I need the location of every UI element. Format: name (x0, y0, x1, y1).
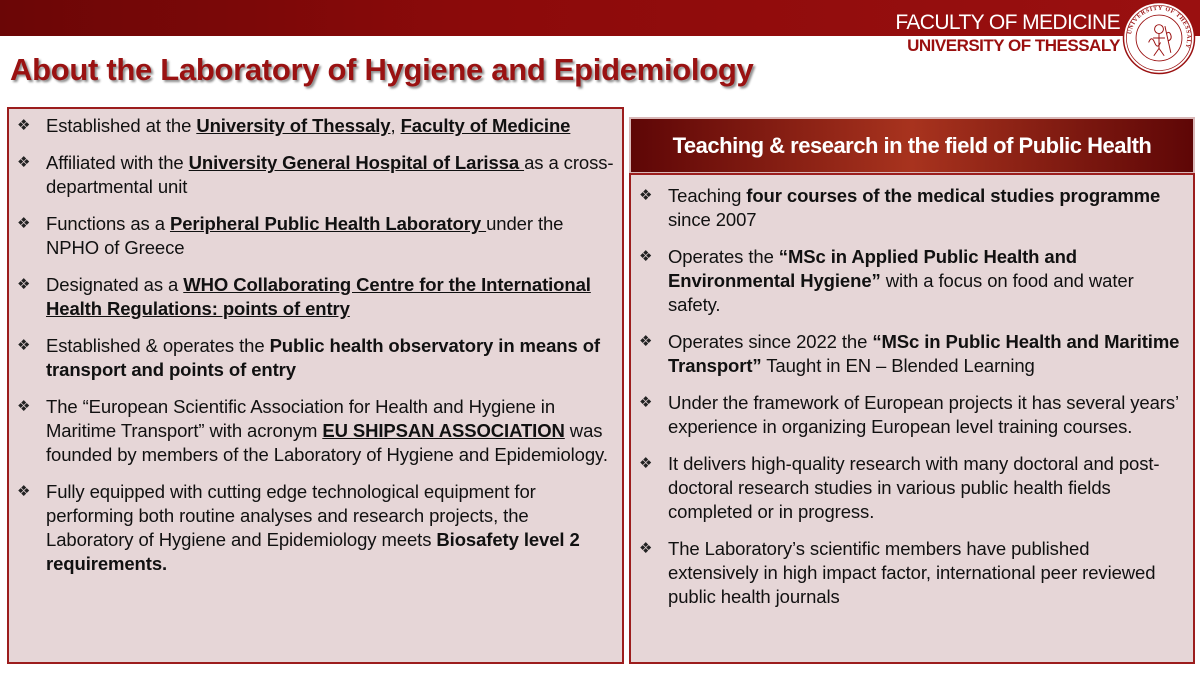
diamond-bullet-icon: ❖ (17, 337, 31, 354)
diamond-bullet-icon: ❖ (639, 333, 653, 350)
page-title: About the Laboratory of Hygiene and Epidemiology (10, 52, 754, 87)
list-item: ❖ The “European Scientific Association for Health and Hygiene in Maritime Transport” with acronym EU SHIPSAN ASSOCIATION was founded by members of the Laboratory of Hygiene and Epidemiology. (17, 396, 608, 465)
list-item: ❖ Functions as a Peripheral Public Health Laboratory under the NPHO of Greece (17, 213, 564, 258)
seal-text: UNIVERSITY OF THESSALY (1127, 5, 1192, 50)
hospital-name: University General Hospital of Larissa (188, 152, 525, 173)
diamond-bullet-icon: ❖ (17, 215, 31, 232)
teaching-research-list (631, 175, 1193, 609)
lab-overview-panel (7, 107, 624, 664)
list-item: ❖ Teaching four courses of the medical studies programme since 2007 (639, 185, 1161, 230)
teaching-research-panel (629, 173, 1195, 664)
who-centre: WHO Collaborating Centre for the International Health Regulations: points of entry (46, 274, 591, 319)
list-item: ❖ Established & operates the Public health observatory in means of transport and points of entry (17, 335, 600, 380)
lab-overview-list (9, 109, 622, 576)
list-item: ❖ Affiliated with the University General Hospital of Larissa as a cross-departmental unit (17, 152, 614, 197)
diamond-bullet-icon: ❖ (639, 187, 653, 204)
list-item: ❖ Operates the “MSc in Applied Public Health and Environmental Hygiene” with a focus on food and water safety. (639, 246, 1134, 315)
list-item: ❖ Operates since 2022 the “MSc in Public Health and Maritime Transport” Taught in EN – Blended Learning (639, 331, 1180, 376)
diamond-bullet-icon: ❖ (639, 394, 653, 411)
diamond-bullet-icon: ❖ (17, 398, 31, 415)
teaching-research-header: Teaching & research in the field of Public Health (629, 117, 1195, 174)
diamond-bullet-icon: ❖ (17, 483, 31, 500)
diamond-bullet-icon: ❖ (17, 154, 31, 171)
diamond-bullet-icon: ❖ (639, 540, 653, 557)
faculty-name: FACULTY OF MEDICINE (895, 11, 1120, 34)
university-seal-icon (1122, 1, 1196, 75)
diamond-bullet-icon: ❖ (639, 248, 653, 265)
list-item: ❖ Under the framework of European projects it has several years’ experience in organizing European level training courses. (639, 392, 1179, 437)
biosafety-level: Biosafety level 2 requirements. (46, 529, 580, 574)
association-acronym: EU SHIPSAN ASSOCIATION (322, 420, 565, 441)
list-item: ❖ The Laboratory’s scientific members have published extensively in high impact factor, international peer reviewed public health journals (639, 538, 1156, 607)
observatory-name: Public health observatory in means of transport and points of entry (46, 335, 600, 380)
university-link: University of Thessaly (196, 115, 391, 136)
diamond-bullet-icon: ❖ (639, 455, 653, 472)
list-item: ❖ Established at the University of Thessaly, Faculty of Medicine (17, 115, 571, 136)
list-item: ❖ It delivers high-quality research with many doctoral and post-doctoral research studies in various public health fields completed or in progress. (639, 453, 1160, 522)
diamond-bullet-icon: ❖ (17, 276, 31, 293)
laboratory-role: Peripheral Public Health Laboratory (169, 213, 487, 234)
diamond-bullet-icon: ❖ (17, 117, 31, 134)
faculty-link: Faculty of Medicine (400, 115, 571, 136)
list-item: ❖ Designated as a WHO Collaborating Centre for the International Health Regulations: points of entry (17, 274, 591, 319)
university-name: UNIVERSITY OF THESSALY (907, 36, 1120, 55)
faculty-branding (895, 12, 1120, 54)
list-item: ❖ Fully equipped with cutting edge technological equipment for performing both routine analyses and research projects, the Laboratory of Hygiene and Epidemiology meets Biosafety level 2 requirements. (17, 481, 580, 574)
